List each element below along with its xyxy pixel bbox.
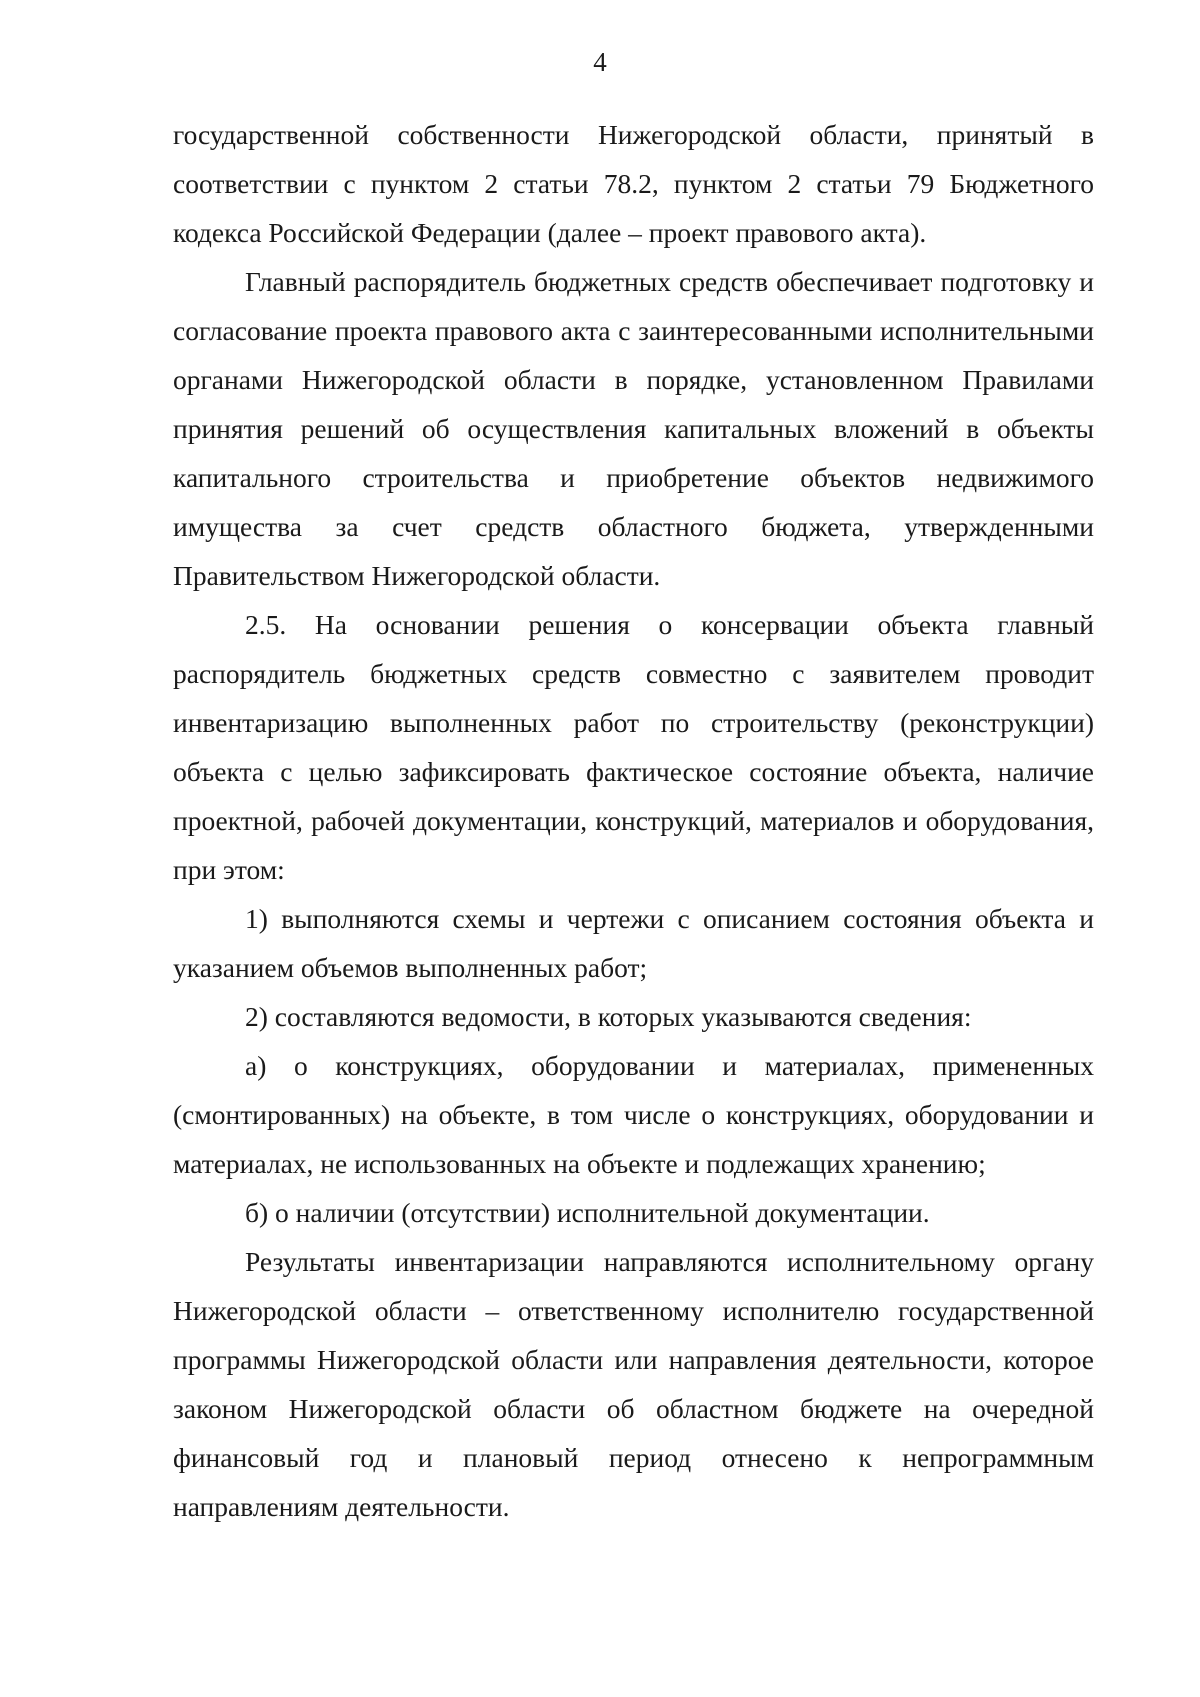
page-number: 4: [593, 47, 607, 77]
paragraph-section-2-5: 2.5. На основании решения о консервации объекта главный распорядитель бюджетных средств совместно с заявителем проводит инвентаризацию выполненных работ по строительству (реконструкции) объекта с целью зафиксировать фактическое состояние объекта, наличие проектной, рабочей документации, конструкций, материалов и оборудования, при этом:: [173, 609, 1094, 885]
paragraph-main-distributor: Главный распорядитель бюджетных средств обеспечивает подготовку и согласование проекта правового акта с заинтересованными исполнительными органами Нижегородской области в порядке, установленном Правилами принятия решений об осуществления капитальных вложений в объекты капитального строительства и приобретение объектов недвижимого имущества за счет средств областного бюджета, утвержденными Правительством Нижегородской области.: [173, 266, 1094, 591]
list-item-1: 1) выполняются схемы и чертежи с описанием состояния объекта и указанием объемов выполненных работ;: [173, 903, 1094, 983]
list-subitem-a: а) о конструкциях, оборудовании и материалах, примененных (смонтированных) на объекте, в том числе о конструкциях, оборудовании и материалах, не использованных на объекте и подлежащих хранению;: [173, 1050, 1094, 1179]
document-body: [173, 110, 1094, 1531]
paragraph-continuation: государственной собственности Нижегородской области, принятый в соответствии с пунктом 2 статьи 78.2, пунктом 2 статьи 79 Бюджетного кодекса Российской Федерации (далее – проект правового акта).: [173, 119, 1094, 248]
list-item-2: 2) составляются ведомости, в которых указываются сведения:: [245, 1001, 972, 1032]
paragraph-inventory-results: Результаты инвентаризации направляются исполнительному органу Нижегородской области – ответственному исполнителю государственной программы Нижегородской области или направления деятельности, которое законом Нижегородской области об областном бюджете на очередной финансовый год и плановый период отнесено к непрограммным направлениям деятельности.: [173, 1246, 1094, 1522]
list-subitem-b: б) о наличии (отсутствии) исполнительной документации.: [245, 1197, 930, 1228]
